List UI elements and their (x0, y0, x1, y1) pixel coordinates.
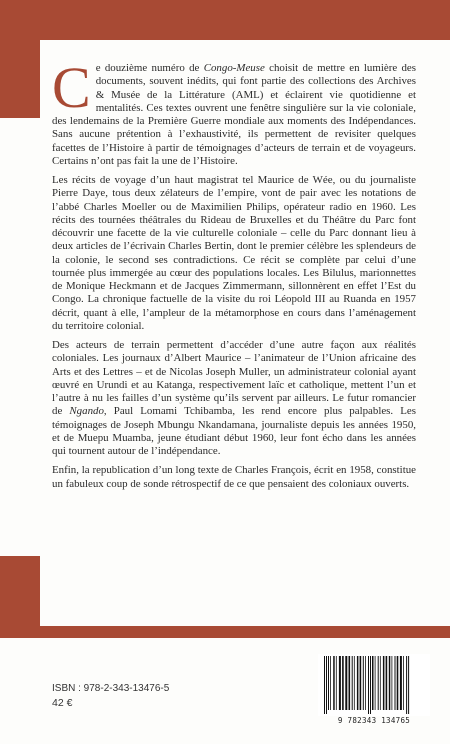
journal-title: Congo-Meuse (203, 62, 265, 74)
barcode-bar (336, 656, 337, 710)
barcode-bar (328, 656, 329, 710)
paragraph-1: Ce douzième numéro de Congo-Meuse choisit de mettre en lumière des documents, souvent inédits, qui font partie des collections des Archives & Musée de la Littérature (AML) et éclairent vie quotidienne et mentalités. Ces textes ouvrent une fenêtre singulière sur la vie coloniale, des lendemains de la Première Guerre mondiale aux moments des Indépendances. Sans aucune prétention à l’exhaustivité, ils permettent de revisiter quelques facettes de l’Histoire à partir de témoignages d’acteurs de terrain et de voyageurs. Certains n’ont pas fait la une de l’Histoire. (52, 55, 416, 167)
barcode-bar (326, 656, 327, 714)
ean13-barcode-icon (318, 654, 430, 716)
barcode-bar (408, 656, 409, 714)
back-cover-text (52, 55, 416, 497)
barcode-bar (397, 656, 399, 710)
barcode-bar (386, 656, 388, 710)
barcode-bar (349, 656, 351, 710)
barcode-bar (352, 656, 353, 710)
barcode-bar (406, 656, 407, 714)
barcode-bar (380, 656, 381, 710)
paragraph-2: Les récits de voyage d’un haut magistrat tel Maurice de Wée, ou du journaliste Pierre Daye, tous deux zélateurs de l’empire, vont de pair avec les notations de l’abbé Charles Moeller ou de Maximilien Philips, opérateur radio en 1960. Les récits des tournées théâtrales du Rideau de Bruxelles et du Théâtre du Parc font découvrir une facette de la vie culturelle coloniale – celle du Parc donnant lieu à deux articles de l’écrivain Charles Bertin, dont le premier célèbre les splendeurs de la colonie, le second ses contradictions. Ce récit se complète par celui d’une tournée plus immergée au cœur des populations locales. Les Bilulus, marionnettes de Monique Heckmann et de Jacques Zimmermann, sillonnèrent en effet l’Est du Congo. La chronique factuelle de la visite du roi Léopold III au Ruanda en 1957 décrit, quant à elle, l’ampleur de la métamorphose en cours dans l’aménagement du territoire colonial. (52, 174, 416, 332)
barcode-bar (339, 656, 341, 710)
bottom-color-band (40, 626, 450, 638)
isbn-text: ISBN : 978-2-343-13476-5 (52, 683, 170, 694)
barcode-bar (354, 656, 355, 710)
barcode-bar (383, 656, 385, 710)
barcode-bar (395, 656, 396, 710)
novel-title: Ngando (69, 405, 104, 418)
barcode-bar (357, 656, 359, 710)
barcode-bar (372, 656, 374, 710)
paragraph-3: Des acteurs de terrain permettent d’accéder d’une autre façon aux réalités coloniales. Les journaux d’Albert Maurice – l’animateur de l’Union africaine des Arts et des Lettres – et de Nicolas Joseph Muller, un administrateur colonial ayant œuvré en Urundi et au Katanga, respectivement laïc et catholique, mettent l’un et l’autre à nu les failles d’un système qu’ils servent par ailleurs. Le futur romancier de Ngando, Paul Lomami Tchibamba, les rend encore plus palpables. Les témoignages de Joseph Mbungu Nkandamana, journaliste depuis les années 1950, et de Muepu Muamba, jeune étudiant début 1960, leur font écho dans les années qui tournent autour de l’indépendance. (52, 339, 416, 457)
barcode-bar (400, 656, 402, 710)
barcode-bar (368, 656, 369, 714)
barcode-bar (363, 656, 364, 710)
barcode-bar (333, 656, 335, 710)
barcode-bar (392, 656, 393, 710)
price-text: 42 € (52, 697, 73, 709)
barcode-bar (403, 656, 404, 710)
barcode-bar (345, 656, 347, 710)
barcode-bar (365, 656, 366, 710)
left-color-band-top (0, 40, 40, 118)
barcode-bar (324, 656, 325, 714)
barcode-bar (360, 656, 362, 710)
barcode-bar (389, 656, 391, 710)
paragraph-4: Enfin, la republication d’un long texte de Charles François, écrit en 1958, constitue un fabuleux coup de sonde rétrospectif de ce que pensaient des coloniaux ouverts. (52, 464, 416, 490)
left-color-band-bottom (0, 556, 40, 638)
barcode-bar (342, 656, 344, 710)
top-color-band (0, 0, 450, 40)
barcode-bar (370, 656, 371, 714)
drop-cap: C (52, 55, 91, 120)
barcode-digits: 9 782343 134765 (337, 716, 411, 725)
barcode-bar (375, 656, 376, 710)
barcode-bar (378, 656, 379, 710)
barcode-bar (330, 656, 331, 710)
